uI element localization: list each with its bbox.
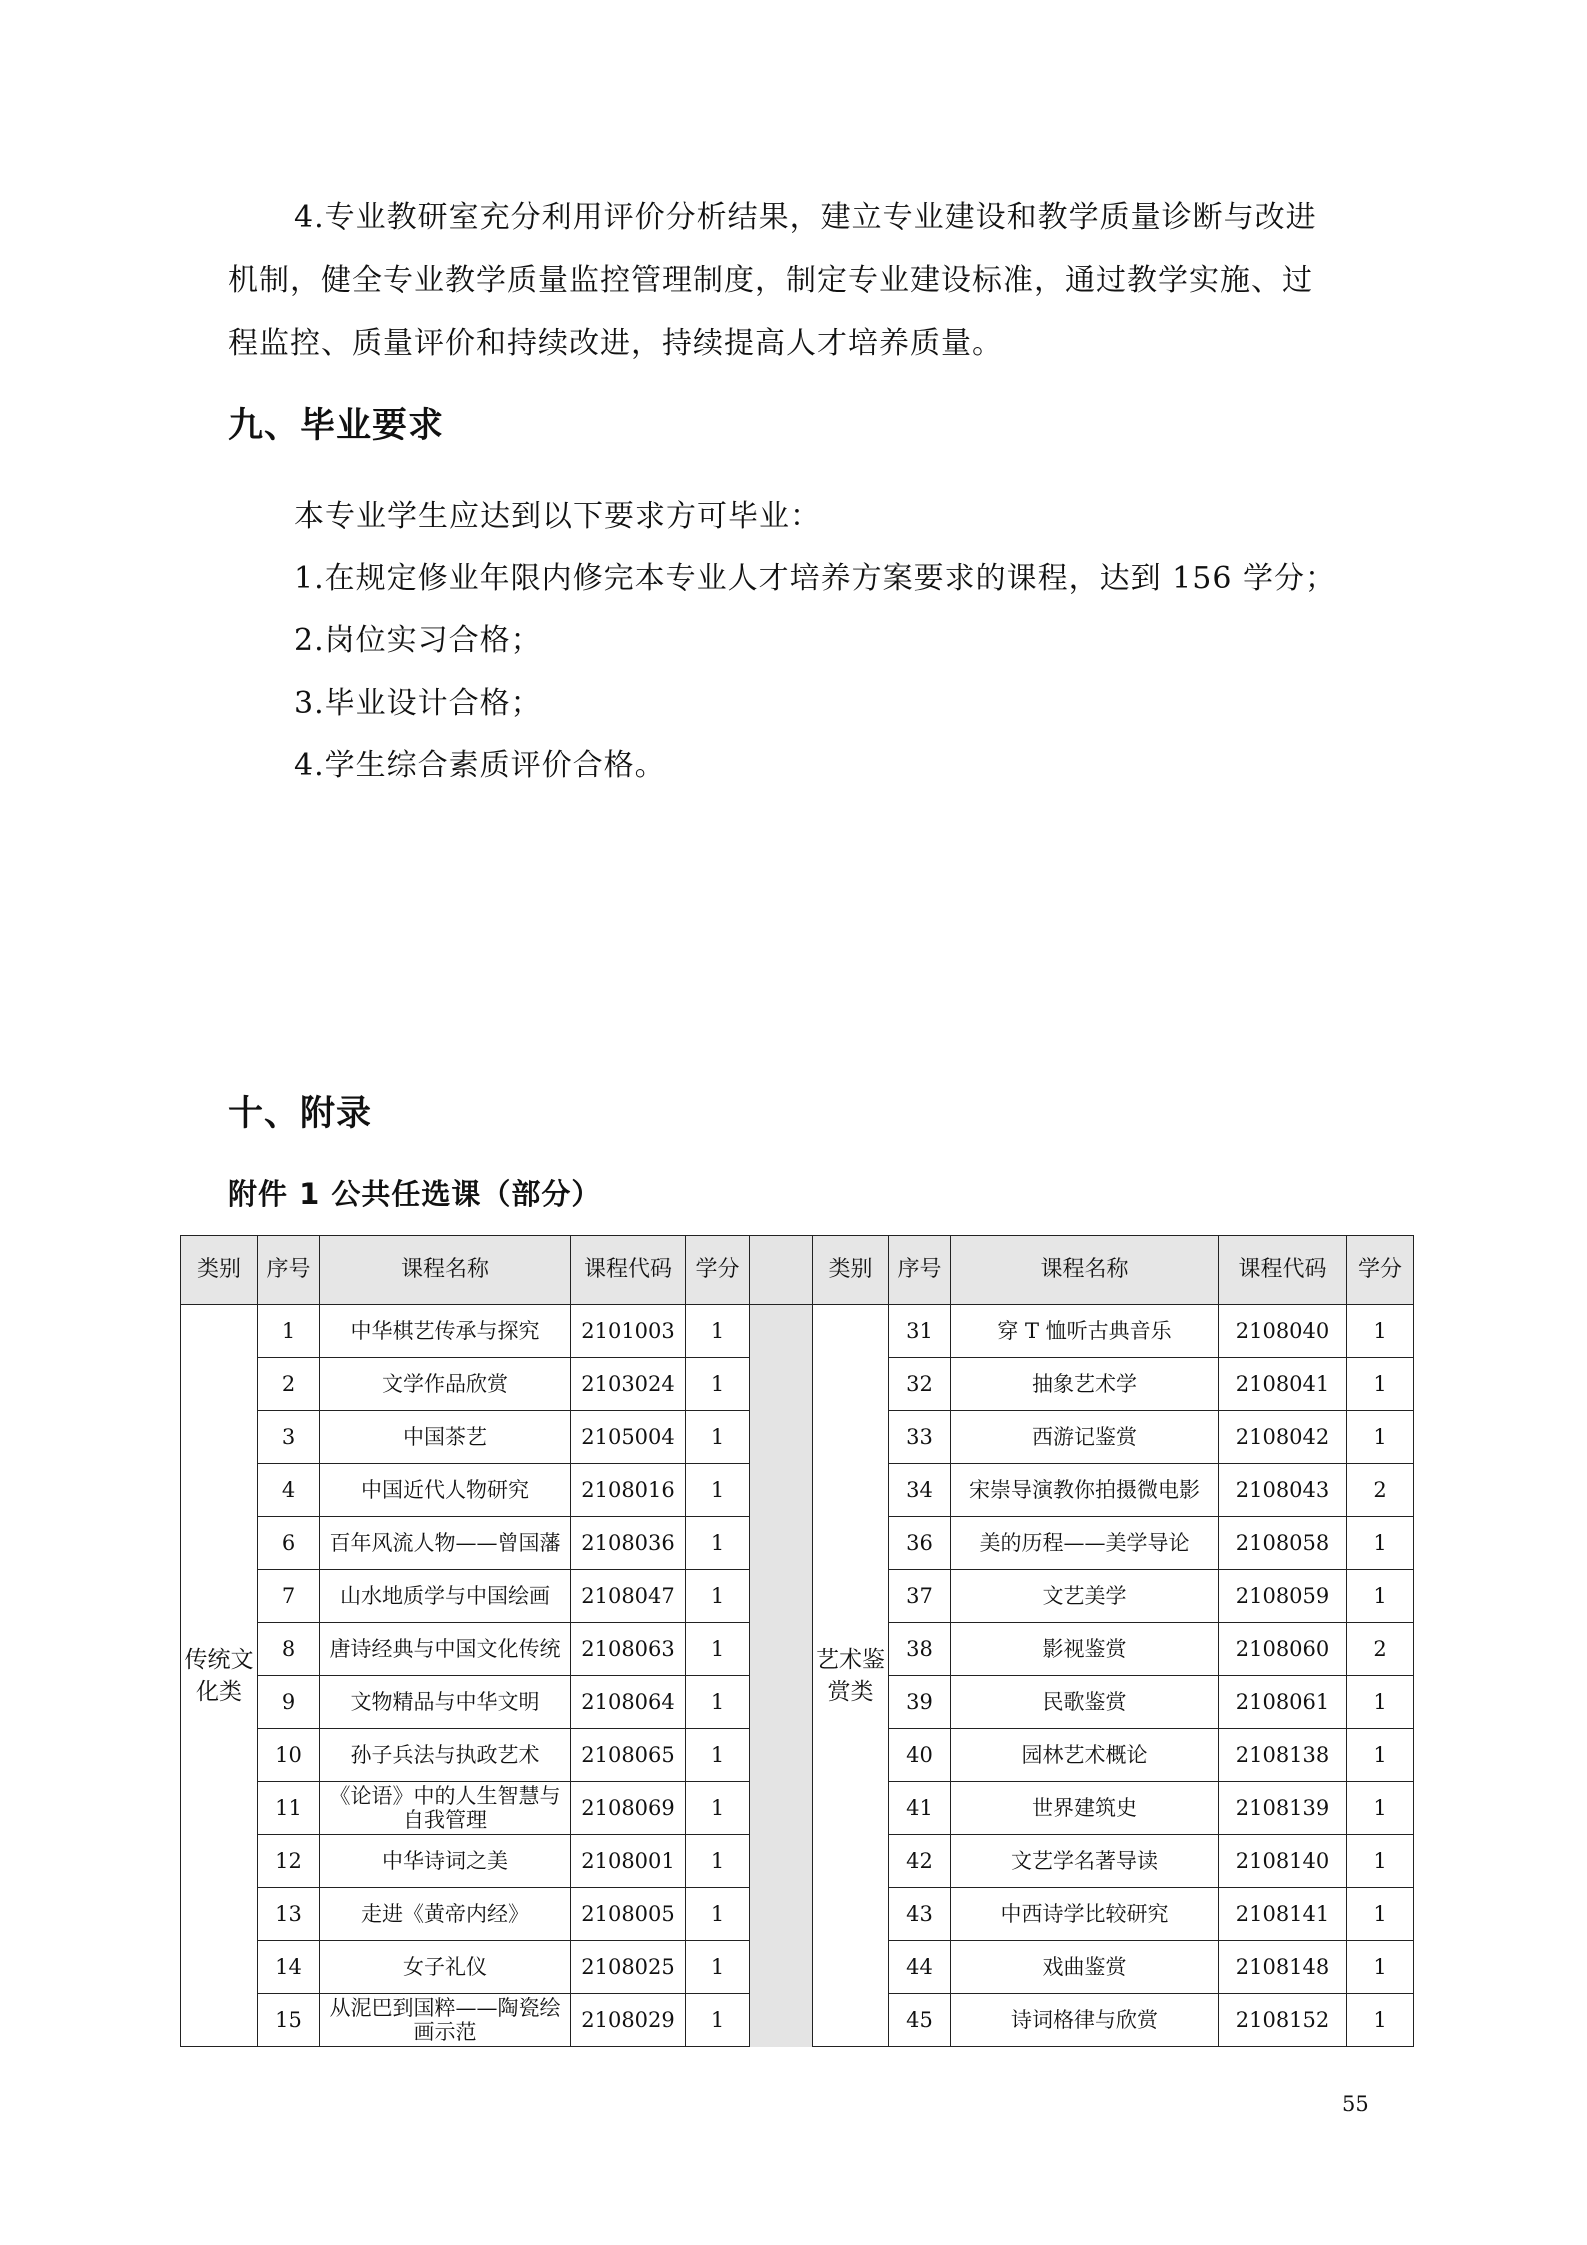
course-number: 10 <box>258 1729 320 1782</box>
course-name: 戏曲鉴赏 <box>1042 1955 1127 1979</box>
requirement-item-3: 3.毕业设计合格； <box>294 686 542 721</box>
course-credit: 1 <box>1347 1411 1414 1464</box>
header-course-name-right: 课程名称 <box>951 1236 1219 1305</box>
intro-line-3: 程监控、质量评价和持续改进，持续提高人才培养质量。 <box>228 326 1003 361</box>
course-number: 8 <box>258 1623 320 1676</box>
course-number: 45 <box>889 1994 951 2047</box>
course-number: 9 <box>258 1676 320 1729</box>
course-code: 2108139 <box>1219 1782 1347 1835</box>
course-name: 文艺美学 <box>1042 1584 1127 1608</box>
course-name: 抽象艺术学 <box>1032 1372 1137 1396</box>
course-credit: 1 <box>686 1464 750 1517</box>
course-credit: 1 <box>1347 1305 1414 1358</box>
header-number-right: 序号 <box>889 1236 951 1305</box>
course-name: 民歌鉴赏 <box>1042 1690 1127 1714</box>
course-code: 2108016 <box>571 1464 686 1517</box>
course-credit: 1 <box>686 1305 750 1358</box>
course-code: 2108058 <box>1219 1517 1347 1570</box>
course-name: 宋崇导演教你拍摄微电影 <box>969 1478 1200 1502</box>
course-name-cell <box>320 1888 571 1941</box>
course-credit: 1 <box>686 1676 750 1729</box>
course-credit: 1 <box>1347 1517 1414 1570</box>
course-name: 世界建筑史 <box>1032 1796 1137 1820</box>
course-number: 11 <box>258 1782 320 1835</box>
course-name-cell <box>951 1570 1219 1623</box>
course-name: 《论语》中的人生智慧与自我管理 <box>329 1784 561 1832</box>
header-category-right: 类别 <box>813 1236 889 1305</box>
course-name: 百年风流人物——曾国藩 <box>329 1531 561 1555</box>
course-name: 中国近代人物研究 <box>361 1478 529 1502</box>
course-name-cell <box>951 1358 1219 1411</box>
course-code: 2103024 <box>571 1358 686 1411</box>
course-name-cell <box>320 1623 571 1676</box>
course-name-cell <box>951 1729 1219 1782</box>
course-name: 走进《黄帝内经》 <box>361 1902 529 1926</box>
header-category-left: 类别 <box>181 1236 258 1305</box>
category-cell-right: 艺术鉴赏类 <box>813 1305 889 2047</box>
course-code: 2108025 <box>571 1941 686 1994</box>
course-credit: 1 <box>686 1358 750 1411</box>
header-credit-left: 学分 <box>686 1236 750 1305</box>
course-number: 2 <box>258 1358 320 1411</box>
course-number: 3 <box>258 1411 320 1464</box>
attachment-title: 附件 1 公共任选课（部分） <box>228 1177 602 1211</box>
course-name-cell <box>320 1729 571 1782</box>
course-code: 2108152 <box>1219 1994 1347 2047</box>
course-number: 39 <box>889 1676 951 1729</box>
course-code: 2108036 <box>571 1517 686 1570</box>
course-name: 从泥巴到国粹——陶瓷绘画示范 <box>329 1996 561 2044</box>
course-name: 园林艺术概论 <box>1021 1743 1148 1767</box>
course-number: 13 <box>258 1888 320 1941</box>
course-name-cell <box>951 1835 1219 1888</box>
course-number: 14 <box>258 1941 320 1994</box>
course-name: 文物精品与中华文明 <box>350 1690 540 1714</box>
course-credit: 1 <box>686 1729 750 1782</box>
requirement-item-4: 4.学生综合素质评价合格。 <box>294 748 666 783</box>
course-name-cell <box>320 1358 571 1411</box>
course-number: 33 <box>889 1411 951 1464</box>
course-credit: 1 <box>686 1411 750 1464</box>
course-credit: 1 <box>1347 1994 1414 2047</box>
course-number: 43 <box>889 1888 951 1941</box>
course-number: 32 <box>889 1358 951 1411</box>
header-course-name-left: 课程名称 <box>320 1236 571 1305</box>
course-number: 36 <box>889 1517 951 1570</box>
course-code: 2105004 <box>571 1411 686 1464</box>
course-name: 中国茶艺 <box>403 1425 487 1449</box>
course-name: 影视鉴赏 <box>1042 1637 1127 1661</box>
course-name: 中西诗学比较研究 <box>1000 1902 1169 1926</box>
course-code: 2108001 <box>571 1835 686 1888</box>
course-code: 2108029 <box>571 1994 686 2047</box>
course-number: 7 <box>258 1570 320 1623</box>
course-number: 41 <box>889 1782 951 1835</box>
course-name: 山水地质学与中国绘画 <box>340 1584 550 1608</box>
course-number: 15 <box>258 1994 320 2047</box>
course-name: 西游记鉴赏 <box>1032 1425 1137 1449</box>
course-number: 37 <box>889 1570 951 1623</box>
course-credit: 1 <box>686 1517 750 1570</box>
course-name: 文艺学名著导读 <box>1011 1849 1158 1873</box>
course-name-cell <box>951 1623 1219 1676</box>
course-name: 文学作品欣赏 <box>382 1372 508 1396</box>
course-credit: 1 <box>686 1888 750 1941</box>
course-credit: 1 <box>1347 1729 1414 1782</box>
section-10-title: 十、附录 <box>228 1094 373 1134</box>
course-code: 2108042 <box>1219 1411 1347 1464</box>
requirement-item-1: 1.在规定修业年限内修完本专业人才培养方案要求的课程，达到 156 学分； <box>294 561 1336 596</box>
course-credit: 1 <box>1347 1888 1414 1941</box>
course-name-cell <box>951 1464 1219 1517</box>
course-name-cell <box>951 1411 1219 1464</box>
course-code: 2108138 <box>1219 1729 1347 1782</box>
course-name-cell <box>320 1570 571 1623</box>
section-9-title: 九、毕业要求 <box>228 406 445 446</box>
course-code: 2108141 <box>1219 1888 1347 1941</box>
table-divider-column <box>750 1305 813 2047</box>
course-number: 38 <box>889 1623 951 1676</box>
course-code: 2108069 <box>571 1782 686 1835</box>
course-name-cell <box>320 1676 571 1729</box>
section-9-lead: 本专业学生应达到以下要求方可毕业： <box>294 499 821 534</box>
course-name: 诗词格律与欣赏 <box>1011 2008 1158 2032</box>
course-name: 中华棋艺传承与探究 <box>350 1319 540 1343</box>
course-name-cell <box>951 1517 1219 1570</box>
course-code: 2108065 <box>571 1729 686 1782</box>
course-number: 6 <box>258 1517 320 1570</box>
course-name-cell <box>951 1676 1219 1729</box>
course-code: 2108040 <box>1219 1305 1347 1358</box>
course-credit: 1 <box>1347 1835 1414 1888</box>
course-name-cell <box>951 1994 1219 2047</box>
course-name-cell <box>320 1835 571 1888</box>
course-number: 1 <box>258 1305 320 1358</box>
table-divider-column <box>750 1236 813 1305</box>
course-name-cell <box>320 1464 571 1517</box>
course-code: 2108061 <box>1219 1676 1347 1729</box>
course-number: 12 <box>258 1835 320 1888</box>
course-credit: 1 <box>1347 1782 1414 1835</box>
course-credit: 1 <box>1347 1941 1414 1994</box>
course-code: 2108005 <box>571 1888 686 1941</box>
course-number: 42 <box>889 1835 951 1888</box>
course-name-cell <box>320 1994 571 2047</box>
header-number-left: 序号 <box>258 1236 320 1305</box>
elective-course-table <box>180 1235 1414 2047</box>
course-name-cell <box>951 1941 1219 1994</box>
requirement-item-2: 2.岗位实习合格； <box>294 623 542 658</box>
course-credit: 1 <box>1347 1570 1414 1623</box>
page-number: 55 <box>1342 2092 1369 2116</box>
course-credit: 1 <box>686 1835 750 1888</box>
header-course-code-right: 课程代码 <box>1219 1236 1347 1305</box>
course-code: 2108060 <box>1219 1623 1347 1676</box>
course-code: 2101003 <box>571 1305 686 1358</box>
course-code: 2108063 <box>571 1623 686 1676</box>
course-name-cell <box>951 1305 1219 1358</box>
course-code: 2108059 <box>1219 1570 1347 1623</box>
course-credit: 1 <box>686 1570 750 1623</box>
intro-line-2: 机制，健全专业教学质量监控管理制度，制定专业建设标准，通过教学实施、过 <box>228 263 1313 298</box>
course-number: 31 <box>889 1305 951 1358</box>
course-name-cell <box>320 1517 571 1570</box>
course-name-cell <box>320 1305 571 1358</box>
course-name: 中华诗词之美 <box>382 1849 508 1873</box>
course-name: 美的历程——美学导论 <box>979 1531 1190 1555</box>
table-row <box>181 1305 1414 1358</box>
course-code: 2108043 <box>1219 1464 1347 1517</box>
course-number: 40 <box>889 1729 951 1782</box>
course-name: 唐诗经典与中国文化传统 <box>329 1637 561 1661</box>
course-number: 34 <box>889 1464 951 1517</box>
category-cell-left: 传统文化类 <box>181 1305 258 2047</box>
course-name-cell <box>320 1941 571 1994</box>
course-name-cell <box>320 1411 571 1464</box>
course-name: 穿 T 恤听古典音乐 <box>997 1319 1172 1343</box>
header-credit-right: 学分 <box>1347 1236 1414 1305</box>
header-course-code-left: 课程代码 <box>571 1236 686 1305</box>
course-number: 44 <box>889 1941 951 1994</box>
course-name: 孙子兵法与执政艺术 <box>350 1743 540 1767</box>
course-credit: 1 <box>686 1994 750 2047</box>
course-credit: 1 <box>686 1623 750 1676</box>
intro-line-1: 4.专业教研室充分利用评价分析结果，建立专业建设和教学质量诊断与改进 <box>294 200 1317 235</box>
course-code: 2108041 <box>1219 1358 1347 1411</box>
course-credit: 1 <box>1347 1676 1414 1729</box>
course-code: 2108148 <box>1219 1941 1347 1994</box>
course-code: 2108064 <box>571 1676 686 1729</box>
table-header-row <box>181 1236 1414 1305</box>
course-name-cell <box>951 1888 1219 1941</box>
course-name: 女子礼仪 <box>403 1955 487 1979</box>
course-credit: 2 <box>1347 1464 1414 1517</box>
course-name-cell <box>951 1782 1219 1835</box>
course-number: 4 <box>258 1464 320 1517</box>
course-credit: 2 <box>1347 1623 1414 1676</box>
course-code: 2108140 <box>1219 1835 1347 1888</box>
course-credit: 1 <box>686 1941 750 1994</box>
course-code: 2108047 <box>571 1570 686 1623</box>
course-credit: 1 <box>686 1782 750 1835</box>
course-name-cell <box>320 1782 571 1835</box>
course-credit: 1 <box>1347 1358 1414 1411</box>
